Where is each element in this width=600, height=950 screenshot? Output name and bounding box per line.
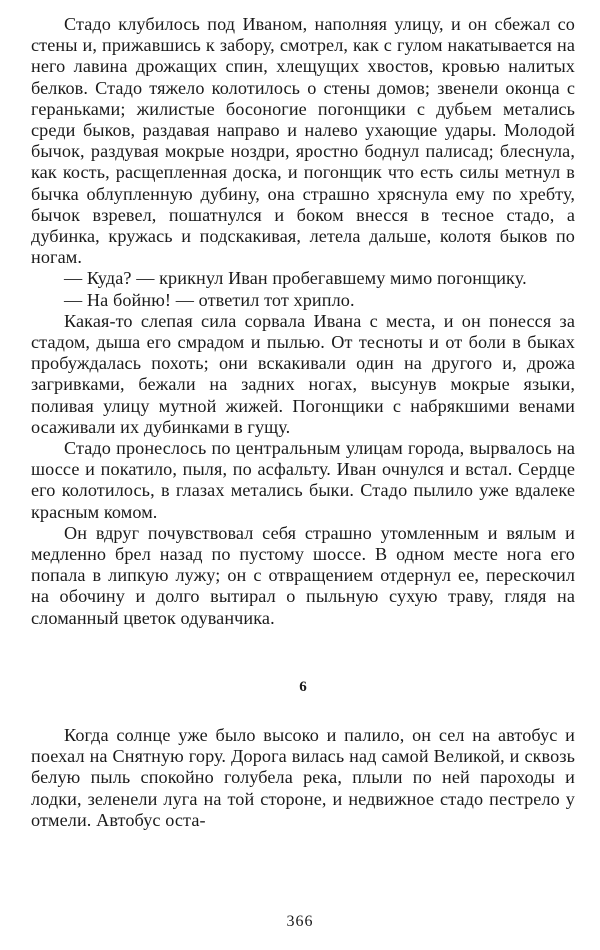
paragraph: Стадо клубилось под Иваном, наполняя улицу, и он сбежал со стены и, прижавшись к забору, смотрел, как с гулом накатывается на него лавина дрожащих спин, хлещущих хвостов, кровью налитых белков. Стадо тяжело колотилось о стены домов; звенели оконца с гераньками; жилистые босоногие погонщики с дубьем метались среди быков, раздавая направо и налево ухающие удары. Молодой бычок, раздувая мокрые ноздри, яростно боднул палисад; блеснула, как кость, расщепленная доска, и погонщик что есть силы метнул в бычка облупленную дубину, она страшно хряснула ему по хребту, бычок взревел, пошатнулся и боком внесся в тесное стадо, а дубинка, кружась и подскакивая, летела дальше, колотя быков по ногам.: [31, 14, 575, 268]
section-body: [31, 725, 575, 831]
page-text: [31, 14, 575, 831]
paragraph: — Куда? — крикнул Иван пробегавшему мимо погонщику.: [64, 268, 527, 289]
paragraph: Стадо пронеслось по центральным улицам города, вырвалось на шоссе и покатило, пыля, по асфальту. Иван очнулся и встал. Сердце его колотилось, в глазах метались быки. Стадо пылило уже вдалеке красным комом.: [31, 438, 575, 522]
page-number: 366: [286, 913, 314, 930]
paragraph: — На бойню! — ответил тот хрипло.: [64, 289, 355, 310]
paragraph: Когда солнце уже было высоко и палило, он сел на автобус и поехал на Снятную гору. Дорога вилась над самой Великой, и сквозь белую пыль спокойно голубела река, плыли по ней пароходы и лодки, зеленели луга на той стороне, и недвижное стадо пестрело у отмели. Автобус оста-: [31, 724, 575, 830]
section-number: 6: [299, 678, 307, 695]
paragraph: Какая-то слепая сила сорвала Ивана с места, и он понесся за стадом, дыша его смрадом и пылью. От тесноты и от боли в быках пробуждалась похоть; они вскакивали один на другого и, дрожа загривками, бежали на задних ногах, высунув мокрые языки, поливая улицу мутной жижей. Погонщики с набрякшими венами осаживали их дубинками в гущу.: [31, 310, 575, 437]
paragraph: Он вдруг почувствовал себя страшно утомленным и вялым и медленно брел назад по пустому шоссе. В одном месте нога его попала в липкую лужу; он с отвращением отдернул ее, перескочил на обочину и долго вытирал о пыльную сухую траву, глядя на сломанный цветок одуванчика.: [31, 522, 575, 628]
